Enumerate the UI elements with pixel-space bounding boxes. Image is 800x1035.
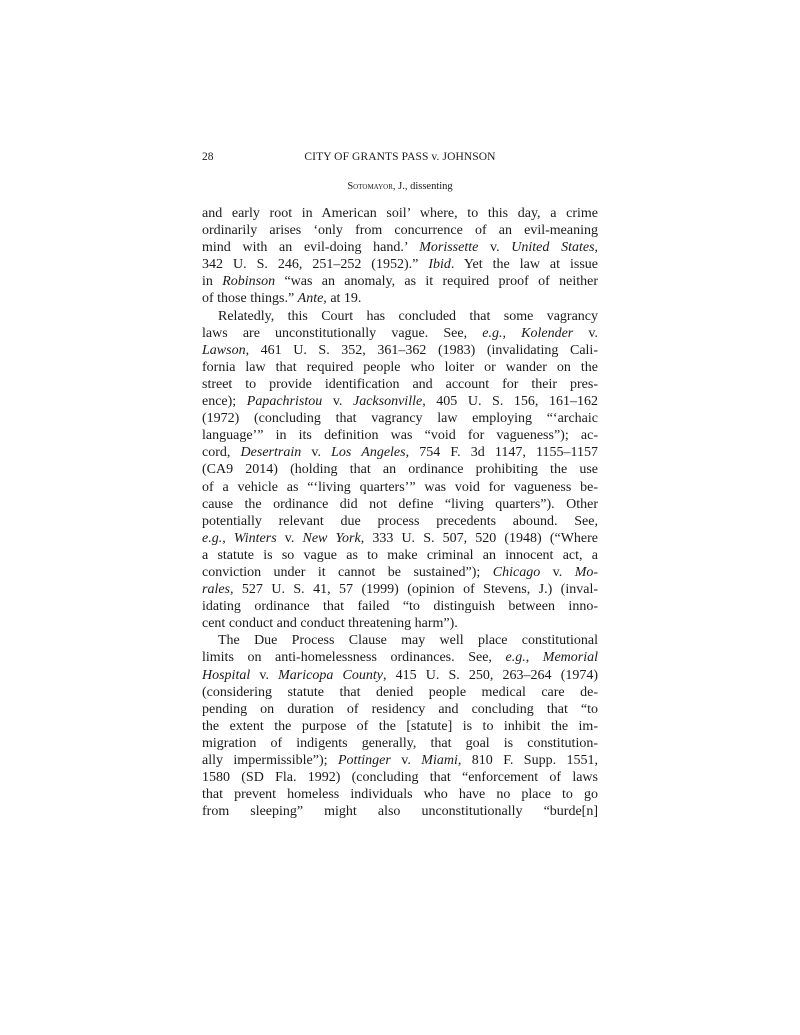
justice-name: Sotomayor <box>347 181 393 192</box>
text-run: of those things.” <box>202 291 298 307</box>
italic-text: Miami <box>421 753 458 768</box>
text-run: 342 U. S. 246, 251–252 (1952).” <box>202 257 429 273</box>
text-run: v. <box>322 394 353 410</box>
text-run: cause the ordinance did not define “living quarters”). Other <box>202 496 598 512</box>
running-header <box>202 150 598 164</box>
text-run: potentially relevant due process precedents abound. See, <box>202 513 598 529</box>
italic-text: e.g. <box>482 325 503 341</box>
text-line <box>202 581 598 598</box>
text-run: language’” in its definition was “void for vagueness”); ac- <box>202 428 598 444</box>
text-run: , 754 F. 3d 1147, 1155–1157 <box>405 445 599 461</box>
italic-text: e.g. <box>505 650 526 666</box>
italic-text: Memorial <box>542 650 599 666</box>
text-run: ence); <box>202 394 247 410</box>
text-line <box>202 786 598 803</box>
text-run: , 405 U. S. 156, 161–162 <box>422 394 598 410</box>
italic-text: United States <box>511 240 595 256</box>
text-line <box>202 615 598 632</box>
text-run: v. <box>573 325 599 341</box>
text-run: migration of indigents generally, that goal is constitution- <box>202 735 598 751</box>
text-line <box>202 496 598 513</box>
text-run: fornia law that required people who loiter or wander on the <box>202 359 598 375</box>
text-run: and early root in American soil’ where, to this day, a crime <box>202 206 598 221</box>
text-run: street to provide identification and account for their pres- <box>202 376 598 392</box>
italic-text: Kolender <box>521 325 574 341</box>
text-line <box>202 701 598 718</box>
text-run: , <box>594 240 599 256</box>
text-line <box>202 410 598 427</box>
italic-text: Chicago <box>492 564 541 580</box>
paragraph <box>202 308 598 633</box>
opinion-label <box>202 180 598 193</box>
text-run: cent conduct and conduct threatening harm”). <box>202 616 458 632</box>
text-line <box>202 479 598 496</box>
text-run: v. <box>540 564 575 580</box>
text-run: from sleeping” might also unconstitutionally “burde[n] <box>202 804 598 820</box>
text-line <box>202 393 598 410</box>
text-line <box>202 530 598 547</box>
paragraph <box>202 632 598 820</box>
italic-text: Los Angeles <box>331 445 406 461</box>
text-line <box>202 205 598 222</box>
text-line <box>202 325 598 342</box>
text-run: , <box>502 325 522 341</box>
text-line <box>202 359 598 376</box>
italic-text: Robinson <box>222 274 276 290</box>
italic-text: Hospital <box>202 667 251 683</box>
opinion-type: , J., dissenting <box>392 181 453 192</box>
text-line <box>202 547 598 564</box>
text-run: v. <box>276 530 303 546</box>
text-run: v. <box>478 240 512 256</box>
text-line <box>202 718 598 735</box>
text-run: (1972) (concluding that vagrancy law employing “‘archaic <box>202 411 598 427</box>
opinion-body <box>202 205 598 820</box>
text-run: , 415 U. S. 250, 263–264 (1974) <box>382 667 599 683</box>
text-line <box>202 632 598 649</box>
italic-text: Jacksonville <box>353 394 423 410</box>
text-run: ordinarily arises ‘only from concurrence of an evil-meaning <box>202 223 598 239</box>
text-run: laws are unconstitutionally vague. See, <box>202 325 483 341</box>
text-run: , <box>525 650 543 666</box>
text-run: at 19. <box>326 291 362 307</box>
italic-text: Maricopa County <box>278 667 383 683</box>
text-line <box>202 803 598 820</box>
text-line <box>202 667 598 684</box>
italic-text: Mo- <box>574 564 599 580</box>
italic-text: Ante, <box>297 291 327 307</box>
text-run: (CA9 2014) (holding that an ordinance prohibiting the use <box>202 462 598 478</box>
text-run: , 333 U. S. 507, 520 (1948) (“Where <box>360 530 599 546</box>
text-run: , 810 F. Supp. 1551, <box>457 753 598 768</box>
text-line <box>202 513 598 530</box>
italic-text: Ibid <box>428 257 451 273</box>
text-line <box>202 461 598 478</box>
text-run: v. <box>301 445 332 461</box>
text-line <box>202 444 598 461</box>
text-line <box>202 273 598 290</box>
text-run: , 527 U. S. 41, 57 (1999) (opinion of Stevens, J.) (inval- <box>230 582 598 598</box>
text-run: v. <box>250 667 279 683</box>
text-line <box>202 649 598 666</box>
italic-text: Lawson <box>202 342 246 358</box>
text-run: limits on anti-homelessness ordinances. See, <box>202 650 506 666</box>
text-line <box>202 290 598 307</box>
text-line <box>202 427 598 444</box>
text-run: a statute is so vague as to make criminal an innocent act, a <box>202 547 598 563</box>
text-line <box>202 308 598 325</box>
text-line <box>202 239 598 256</box>
text-line <box>202 564 598 581</box>
italic-text: Morissette <box>419 240 479 256</box>
paragraph <box>202 205 598 308</box>
italic-text: New York <box>302 530 361 546</box>
text-run: that prevent homeless individuals who have no place to go <box>202 787 598 803</box>
text-run: 1580 (SD Fla. 1992) (concluding that “enforcement of laws <box>202 770 598 786</box>
text-run: , 461 U. S. 352, 361–362 (1983) (invalidating Cali- <box>245 342 598 358</box>
text-line <box>202 256 598 273</box>
text-line <box>202 769 598 786</box>
text-run: . Yet the law at issue <box>450 257 599 273</box>
text-line <box>202 752 598 769</box>
text-run: ally impermissible”); <box>202 753 338 768</box>
italic-text: Winters <box>233 530 277 546</box>
text-run: , <box>222 530 234 546</box>
italic-text: Desertrain <box>240 445 302 461</box>
italic-text: Pottinger <box>337 753 391 768</box>
text-run: conviction under it cannot be sustained”); <box>202 564 493 580</box>
italic-text: rales <box>202 582 230 598</box>
text-run: pending on duration of residency and concluding that “to <box>202 701 598 717</box>
italic-text: Papachristou <box>246 394 323 410</box>
text-run: (considering statute that denied people medical care de- <box>202 684 598 700</box>
text-run: in <box>202 274 223 290</box>
text-run: cord, <box>202 445 241 461</box>
page-number: 28 <box>202 151 214 163</box>
text-run: the extent the purpose of the [statute] is to inhibit the im- <box>202 718 598 734</box>
text-line <box>202 598 598 615</box>
case-title <box>202 150 598 164</box>
text-run: Relatedly, this Court has concluded that some vagrancy <box>218 308 598 324</box>
text-run: of a vehicle as “‘living quarters’” was void for vagueness be- <box>202 479 598 495</box>
text-line <box>202 342 598 359</box>
case-title-text: CITY OF GRANTS PASS v. JOHNSON <box>304 151 496 163</box>
text-run: idating ordinance that failed “to distinguish between inno- <box>202 599 598 615</box>
text-line <box>202 376 598 393</box>
text-run: The Due Process Clause may well place constitutional <box>218 633 598 649</box>
text-run: v. <box>390 753 422 768</box>
text-run: “was an anomaly, as it required proof of neither <box>275 274 598 290</box>
text-line <box>202 222 598 239</box>
text-line <box>202 684 598 701</box>
italic-text: e.g. <box>202 530 223 546</box>
text-line <box>202 735 598 752</box>
text-run: mind with an evil-doing hand.’ <box>202 240 420 256</box>
